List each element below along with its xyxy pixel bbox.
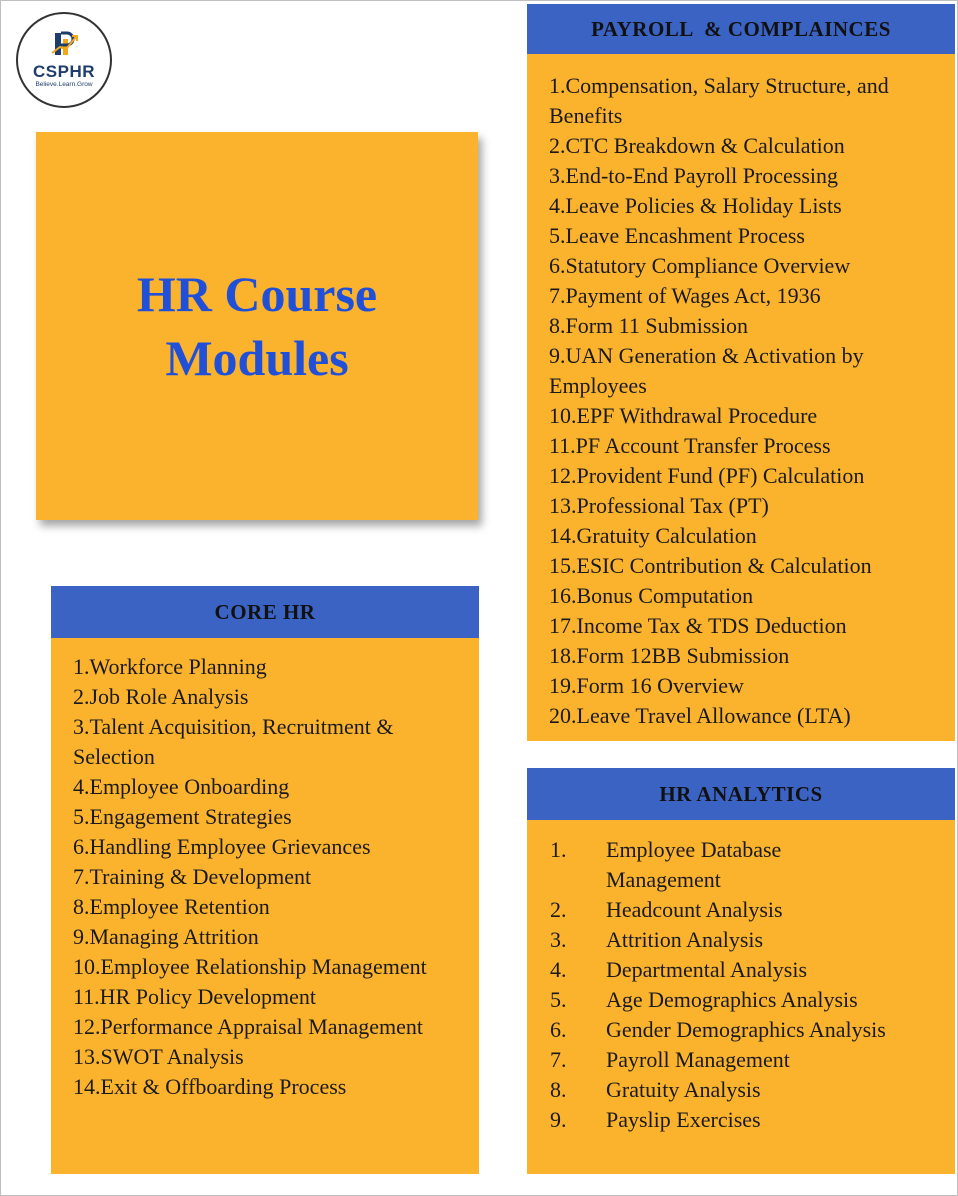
list-item: 17.Income Tax & TDS Deduction	[549, 613, 847, 638]
core-hr-panel	[51, 586, 479, 1174]
item-text: Employee Database Management	[606, 837, 782, 892]
item-text: Attrition Analysis	[606, 927, 764, 952]
list-item: 13.SWOT Analysis	[73, 1044, 244, 1069]
list-item: 12.Provident Fund (PF) Calculation	[549, 463, 865, 488]
list-item	[550, 1105, 945, 1135]
list-item: 8.Employee Retention	[73, 894, 270, 919]
payroll-panel	[527, 4, 955, 741]
list-item: 10.Employee Relationship Management	[73, 954, 427, 979]
list-item	[550, 895, 945, 925]
list-item: 1.Workforce Planning	[73, 654, 267, 679]
list-item: 3.End-to-End Payroll Processing	[549, 163, 839, 188]
logo-growth-icon	[44, 25, 84, 65]
item-number: 8.	[550, 1077, 567, 1102]
item-text: Age Demographics Analysis	[606, 987, 858, 1012]
logo-name: CSPHR	[32, 62, 95, 82]
list-item: 7.Training & Development	[73, 864, 312, 889]
list-item: 6.Handling Employee Grievances	[73, 834, 371, 859]
item-number: 9.	[550, 1107, 567, 1132]
list-item: 14.Exit & Offboarding Process	[73, 1074, 347, 1099]
list-item: 5.Engagement Strategies	[73, 804, 292, 829]
item-number: 3.	[550, 927, 567, 952]
hr-analytics-list	[527, 820, 955, 1135]
payroll-heading: PAYROLL & COMPLAINCES	[527, 4, 955, 54]
list-item: 6.Statutory Compliance Overview	[549, 253, 851, 278]
core-hr-heading: CORE HR	[51, 586, 479, 638]
list-item	[550, 1075, 945, 1105]
list-item: 4.Leave Policies & Holiday Lists	[549, 193, 842, 218]
list-item: 19.Form 16 Overview	[549, 673, 744, 698]
list-item: 14.Gratuity Calculation	[549, 523, 757, 548]
payroll-list	[527, 54, 955, 731]
title-line-2: Modules	[165, 330, 349, 386]
list-item: 13.Professional Tax (PT)	[549, 493, 769, 518]
list-item	[550, 1045, 945, 1075]
item-text: Headcount Analysis	[606, 897, 783, 922]
list-item	[550, 985, 945, 1015]
item-text: Payslip Exercises	[606, 1107, 761, 1132]
list-item: 5.Leave Encashment Process	[549, 223, 805, 248]
list-item: 1.Compensation, Salary Structure, and Benefits	[549, 73, 889, 128]
hr-analytics-panel	[527, 768, 955, 1174]
list-item: 11.HR Policy Development	[73, 984, 316, 1009]
item-number: 5.	[550, 987, 567, 1012]
item-number: 4.	[550, 957, 567, 982]
item-number: 7.	[550, 1047, 567, 1072]
title-line-1: HR Course	[136, 266, 378, 322]
list-item: 3.Talent Acquisition, Recruitment & Selection	[73, 714, 394, 769]
list-item	[550, 925, 945, 955]
list-item	[550, 955, 945, 985]
item-text: Gratuity Analysis	[606, 1077, 761, 1102]
list-item	[550, 835, 945, 895]
list-item: 15.ESIC Contribution & Calculation	[549, 553, 872, 578]
list-item: 10.EPF Withdrawal Procedure	[549, 403, 818, 428]
csphr-logo	[16, 12, 112, 108]
core-hr-list	[51, 638, 479, 1102]
item-text: Gender Demographics Analysis	[606, 1017, 886, 1042]
list-item: 18.Form 12BB Submission	[549, 643, 790, 668]
logo-tagline: Believe.Learn.Grow	[35, 81, 93, 89]
item-number: 1.	[550, 837, 567, 862]
list-item: 16.Bonus Computation	[549, 583, 754, 608]
list-item: 9.Managing Attrition	[73, 924, 259, 949]
list-item: 11.PF Account Transfer Process	[549, 433, 831, 458]
list-item: 12.Performance Appraisal Management	[73, 1014, 424, 1039]
list-item: 7.Payment of Wages Act, 1936	[549, 283, 821, 308]
page-title	[77, 262, 437, 390]
hr-analytics-heading: HR ANALYTICS	[527, 768, 955, 820]
list-item: 2.CTC Breakdown & Calculation	[549, 133, 845, 158]
item-number: 6.	[550, 1017, 567, 1042]
list-item: 9.UAN Generation & Activation by Employees	[549, 343, 864, 398]
list-item: 4.Employee Onboarding	[73, 774, 290, 799]
list-item: 8.Form 11 Submission	[549, 313, 749, 338]
list-item: 20.Leave Travel Allowance (LTA)	[549, 703, 851, 728]
item-number: 2.	[550, 897, 567, 922]
item-text: Departmental Analysis	[606, 957, 808, 982]
list-item	[550, 1015, 945, 1045]
item-text: Payroll Management	[606, 1047, 790, 1072]
list-item: 2.Job Role Analysis	[73, 684, 249, 709]
title-card	[36, 132, 478, 520]
